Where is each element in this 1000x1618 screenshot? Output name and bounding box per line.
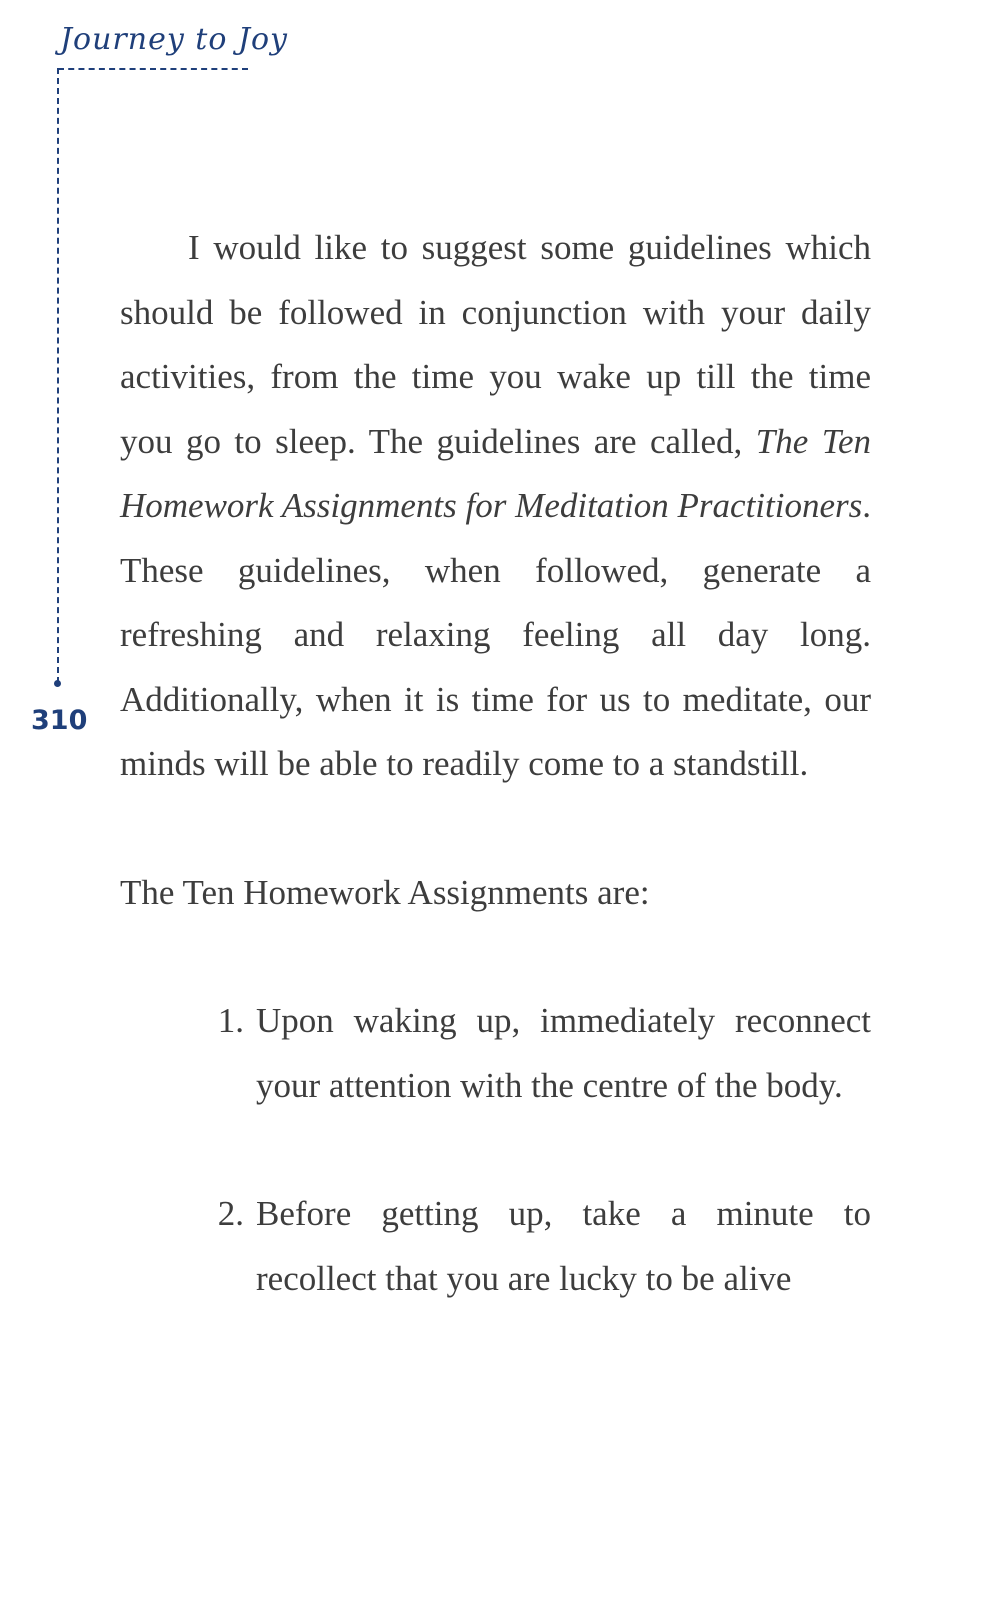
page-body [120, 216, 871, 1375]
assignments-heading: The Ten Homework Assignments are: [120, 872, 650, 912]
header-dashed-rule [58, 68, 248, 70]
list-item-number: 2. [217, 1194, 244, 1233]
margin-dashed-rule [57, 68, 59, 683]
list-item [120, 1182, 871, 1311]
list-item-text: Upon waking up, immediately reconnect your attention with the centre of the body. [256, 1001, 871, 1105]
intro-text-before: I would like to suggest some guidelines which should be followed in conjunction with your daily activities, from the time you wake up till the time you go to sleep. The guidelines are called, [120, 228, 871, 461]
list-item-text: Before getting up, take a minute to recollect that you are lucky to be alive [256, 1194, 871, 1298]
intro-text-after: . These guidelines, when followed, generate a refreshing and relaxing feeling all day long. Additionally, when it is time for us to meditate, our minds will be able to readily come to a standstill. [120, 486, 871, 783]
running-header-title: Journey to Joy [60, 22, 288, 57]
margin-rule-dot [54, 680, 61, 687]
intro-title-italic: The Ten Homework Assignments for Meditation Practitioners [120, 421, 871, 525]
assignments-list [120, 989, 871, 1311]
intro-paragraph [120, 216, 871, 797]
page-number: 310 [31, 705, 88, 736]
list-item-number: 1. [217, 1001, 244, 1040]
list-item [120, 989, 871, 1118]
